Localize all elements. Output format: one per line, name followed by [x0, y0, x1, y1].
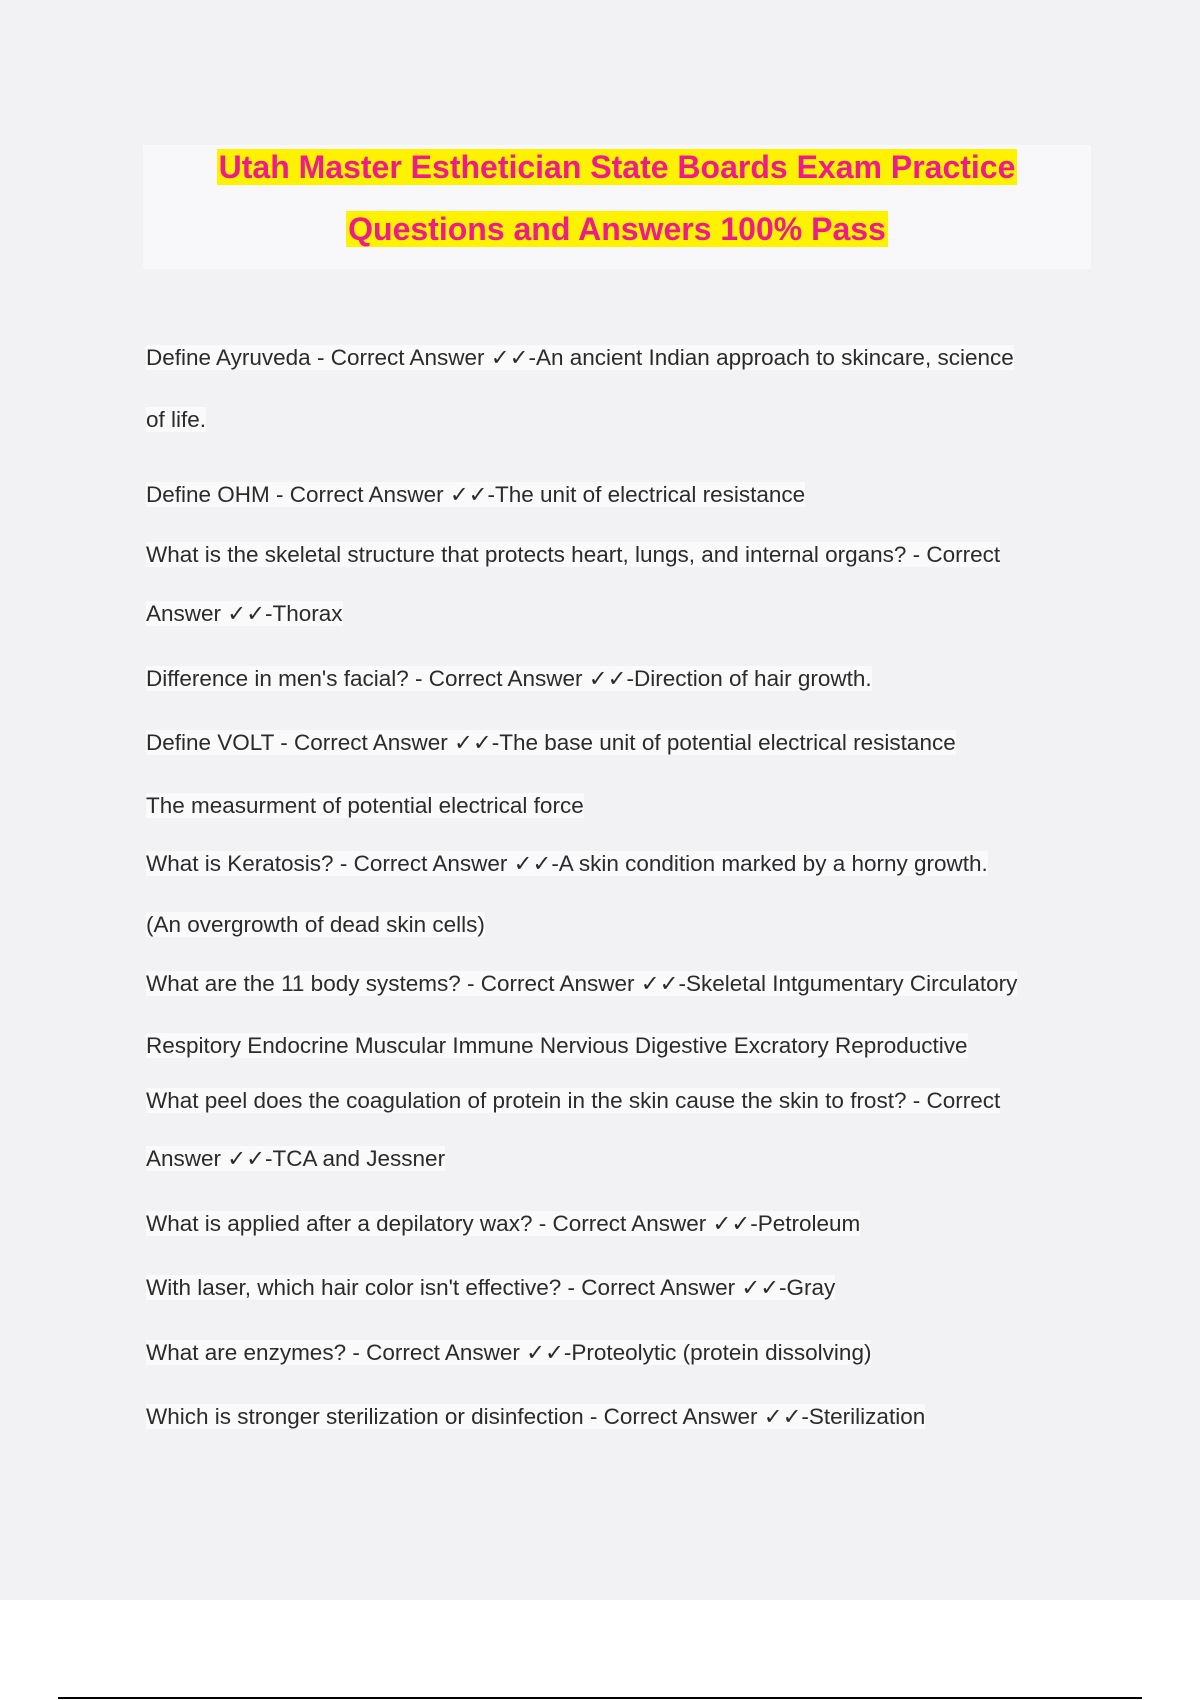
qa-line: Answer ✓✓-Thorax — [146, 601, 343, 626]
qa-line: What are enzymes? - Correct Answer ✓✓-Proteolytic (protein dissolving) — [146, 1340, 872, 1365]
qa-line: With laser, which hair color isn't effective? - Correct Answer ✓✓-Gray — [146, 1275, 836, 1300]
qa-line: Which is stronger sterilization or disinfection - Correct Answer ✓✓-Sterilization — [146, 1404, 926, 1429]
page-title-line-1: Utah Master Esthetician State Boards Exam Practice — [218, 149, 1016, 185]
qa-line: Answer ✓✓-TCA and Jessner — [146, 1146, 446, 1171]
qa-line: What is applied after a depilatory wax? - Correct Answer ✓✓-Petroleum — [146, 1211, 861, 1236]
qa-line: What is the skeletal structure that protects heart, lungs, and internal organs? - Correct — [146, 542, 1001, 567]
qa-line: Difference in men's facial? - Correct Answer ✓✓-Direction of hair growth. — [146, 666, 872, 691]
page-title-line-2: Questions and Answers 100% Pass — [348, 211, 886, 247]
qa-line: (An overgrowth of dead skin cells) — [146, 912, 485, 937]
qa-line: of life. — [146, 407, 207, 432]
footer-divider — [58, 1697, 1142, 1699]
qa-line: Define OHM - Correct Answer ✓✓-The unit of electrical resistance — [146, 482, 806, 507]
qa-line: What are the 11 body systems? - Correct Answer ✓✓-Skeletal Intgumentary Circulatory — [146, 971, 1018, 996]
title-box — [143, 145, 1091, 269]
qa-line: Define Ayruveda - Correct Answer ✓✓-An ancient Indian approach to skincare, science — [146, 345, 1014, 370]
qa-line: The measurment of potential electrical force — [146, 793, 584, 818]
qa-line: What is Keratosis? - Correct Answer ✓✓-A skin condition marked by a horny growth. — [146, 851, 988, 876]
qa-line: Respitory Endocrine Muscular Immune Nervious Digestive Excratory Reproductive — [146, 1033, 968, 1058]
qa-line: Define VOLT - Correct Answer ✓✓-The base unit of potential electrical resistance — [146, 730, 956, 755]
qa-line: What peel does the coagulation of protein in the skin cause the skin to frost? - Correct — [146, 1088, 1001, 1113]
